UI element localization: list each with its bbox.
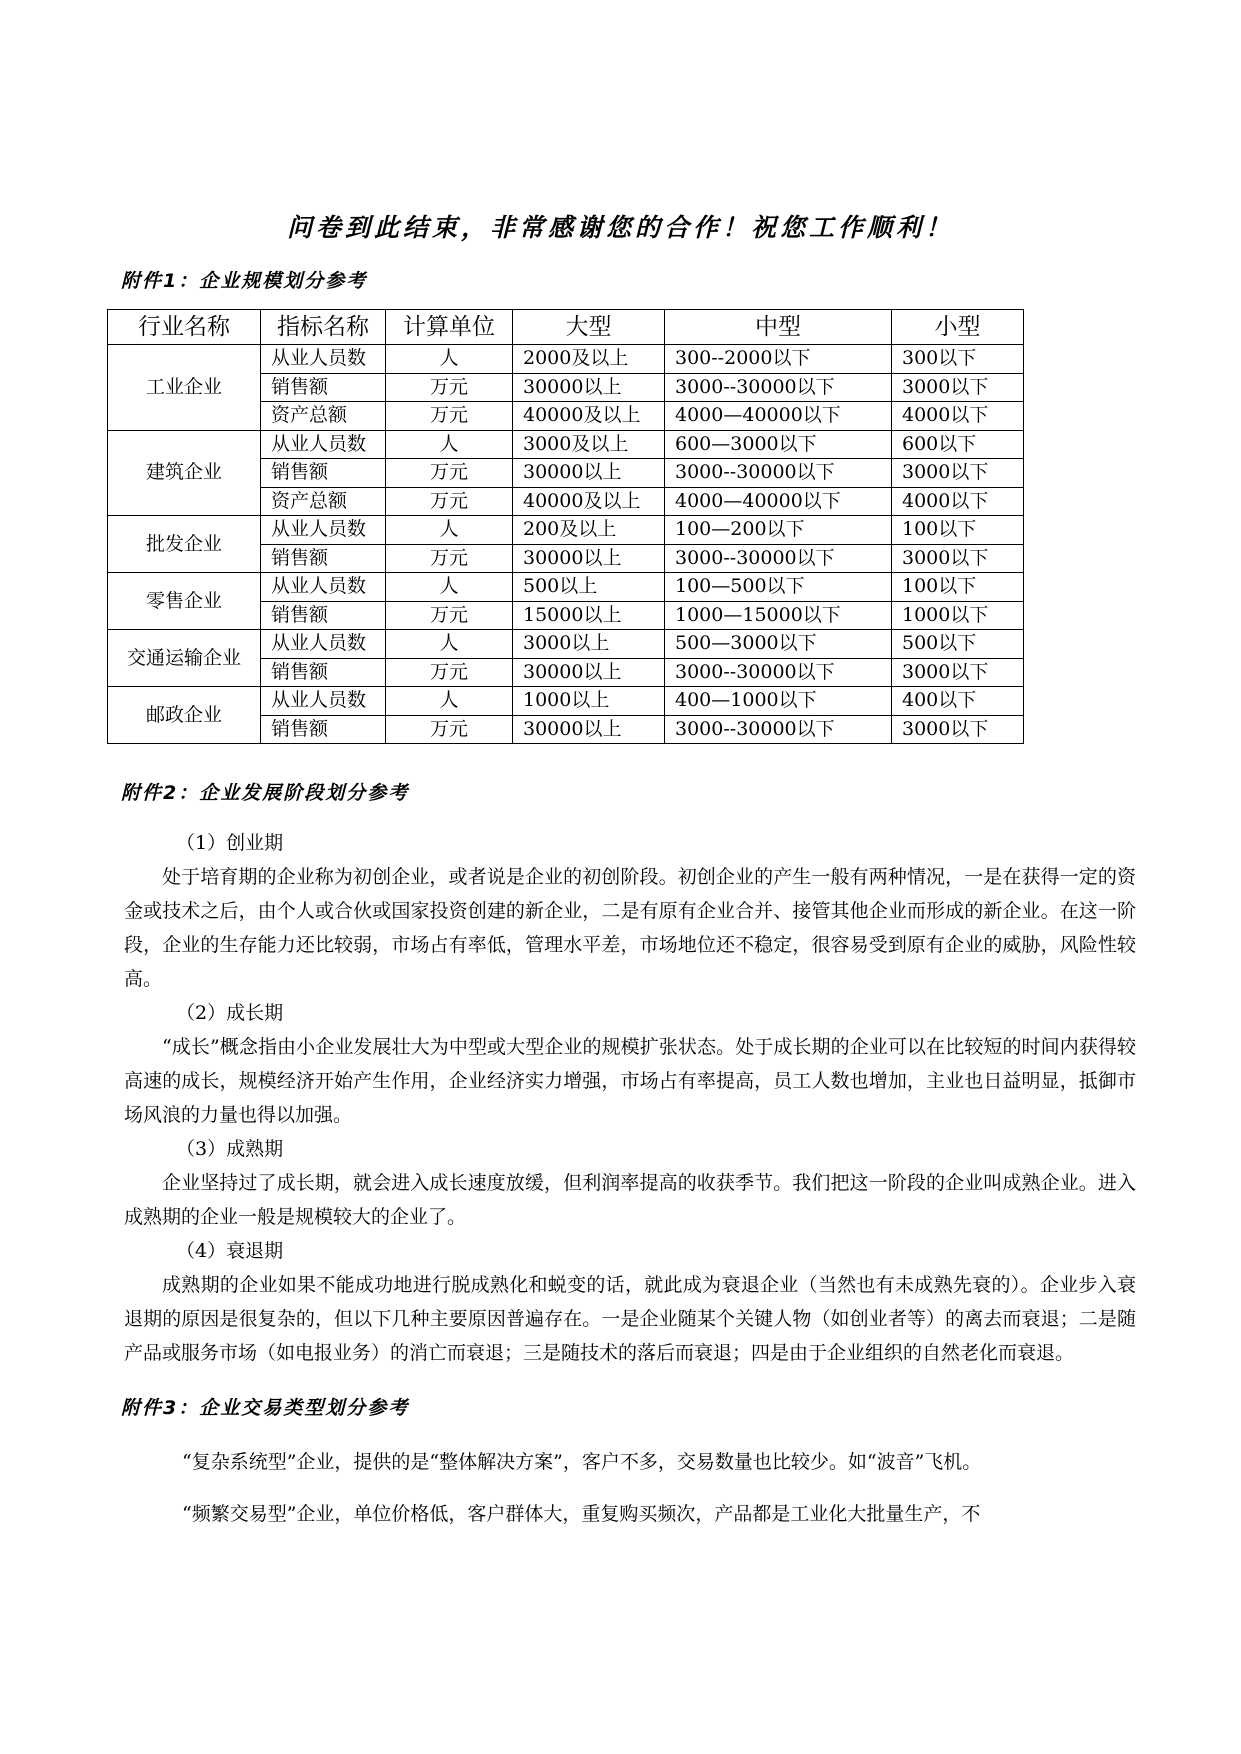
medium-cell: 500—3000以下: [665, 630, 892, 659]
unit-cell: 人: [386, 430, 513, 459]
header-small: 小型: [892, 310, 1024, 345]
table-row: [108, 430, 1024, 459]
appendix1-title: 附件1：企业规模划分参考: [121, 270, 368, 292]
indicator-cell: 销售额: [261, 544, 386, 573]
small-cell: 3000以下: [892, 459, 1024, 488]
header-industry: 行业名称: [108, 310, 261, 345]
stage-description: 处于培育期的企业称为初创企业，或者说是企业的初创阶段。初创企业的产生一般有两种情况，一是在获得一定的资金或技术之后，由个人或合伙或国家投资创建的新企业，二是有原有企业合并、接管其他企业而形成的新企业。在这一阶段，企业的生存能力还比较弱，市场占有率低，管理水平差，市场地位还不稳定，很容易受到原有企业的威胁，风险性较高。: [124, 866, 1136, 990]
appendix2-title: 附件2：企业发展阶段划分参考: [121, 782, 410, 804]
medium-cell: 3000--30000以下: [665, 544, 892, 573]
medium-cell: 3000--30000以下: [665, 459, 892, 488]
stage-description: “成长”概念指由小企业发展壮大为中型或大型企业的规模扩张状态。处于成长期的企业可以在比较短的时间内获得较高速的成长，规模经济开始产生作用，企业经济实力增强，市场占有率提高，员工人数也增加，主业也日益明显，抵御市场风浪的力量也得以加强。: [124, 1036, 1136, 1126]
large-cell: 30000以上: [513, 658, 665, 687]
appendix3-title: 附件3：企业交易类型划分参考: [121, 1397, 410, 1419]
large-cell: 3000及以上: [513, 430, 665, 459]
indicator-cell: 从业人员数: [261, 573, 386, 602]
large-cell: 15000以上: [513, 601, 665, 630]
small-cell: 400以下: [892, 687, 1024, 716]
stage-label: （3）成熟期: [176, 1138, 284, 1160]
industry-cell: 邮政企业: [108, 687, 261, 744]
stage-label: （4）衰退期: [176, 1240, 284, 1262]
small-cell: 3000以下: [892, 544, 1024, 573]
stage-label: （1）创业期: [176, 832, 284, 854]
medium-cell: 4000—40000以下: [665, 402, 892, 431]
small-cell: 500以下: [892, 630, 1024, 659]
table-row: [108, 687, 1024, 716]
unit-cell: 人: [386, 573, 513, 602]
small-cell: 4000以下: [892, 487, 1024, 516]
table-header-row: [108, 310, 1024, 345]
small-cell: 600以下: [892, 430, 1024, 459]
medium-cell: 100—500以下: [665, 573, 892, 602]
table-row: [108, 516, 1024, 545]
small-cell: 100以下: [892, 516, 1024, 545]
table-row: [108, 345, 1024, 374]
unit-cell: 人: [386, 516, 513, 545]
closing-message: 问卷到此结束，非常感谢您的合作！祝您工作顺利！: [286, 213, 954, 242]
medium-cell: 3000--30000以下: [665, 658, 892, 687]
indicator-cell: 资产总额: [261, 402, 386, 431]
large-cell: 40000及以上: [513, 487, 665, 516]
header-indicator: 指标名称: [261, 310, 386, 345]
development-stages: [124, 826, 1136, 1370]
medium-cell: 3000--30000以下: [665, 373, 892, 402]
medium-cell: 600—3000以下: [665, 430, 892, 459]
unit-cell: 万元: [386, 544, 513, 573]
indicator-cell: 资产总额: [261, 487, 386, 516]
medium-cell: 400—1000以下: [665, 687, 892, 716]
header-large: 大型: [513, 310, 665, 345]
table-row: [108, 573, 1024, 602]
small-cell: 100以下: [892, 573, 1024, 602]
medium-cell: 4000—40000以下: [665, 487, 892, 516]
indicator-cell: 从业人员数: [261, 630, 386, 659]
indicator-cell: 销售额: [261, 715, 386, 744]
trade-types: [124, 1436, 1136, 1540]
unit-cell: 万元: [386, 601, 513, 630]
stage-description: 成熟期的企业如果不能成功地进行脱成熟化和蜕变的话，就此成为衰退企业（当然也有未成熟先衰的）。企业步入衰退期的原因是很复杂的，但以下几种主要原因普遍存在。一是企业随某个关键人物（如创业者等）的离去而衰退；二是随产品或服务市场（如电报业务）的消亡而衰退；三是随技术的落后而衰退；四是由于企业组织的自然老化而衰退。: [124, 1274, 1136, 1364]
enterprise-scale-table: [107, 309, 1024, 744]
unit-cell: 万元: [386, 373, 513, 402]
industry-cell: 交通运输企业: [108, 630, 261, 687]
unit-cell: 人: [386, 630, 513, 659]
indicator-cell: 销售额: [261, 601, 386, 630]
unit-cell: 万元: [386, 487, 513, 516]
stage-description: 企业坚持过了成长期，就会进入成长速度放缓，但利润率提高的收获季节。我们把这一阶段的企业叫成熟企业。进入成熟期的企业一般是规模较大的企业了。: [124, 1172, 1136, 1228]
medium-cell: 100—200以下: [665, 516, 892, 545]
indicator-cell: 从业人员数: [261, 430, 386, 459]
trade-paragraph: “复杂系统型”企业，提供的是“整体解决方案”，客户不多，交易数量也比较少。如“波音”飞机。: [182, 1451, 982, 1473]
large-cell: 30000以上: [513, 459, 665, 488]
small-cell: 300以下: [892, 345, 1024, 374]
large-cell: 30000以上: [513, 373, 665, 402]
table-row: [108, 630, 1024, 659]
small-cell: 3000以下: [892, 658, 1024, 687]
unit-cell: 万元: [386, 658, 513, 687]
unit-cell: 万元: [386, 402, 513, 431]
medium-cell: 300--2000以下: [665, 345, 892, 374]
small-cell: 4000以下: [892, 402, 1024, 431]
industry-cell: 零售企业: [108, 573, 261, 630]
large-cell: 30000以上: [513, 544, 665, 573]
industry-cell: 批发企业: [108, 516, 261, 573]
large-cell: 3000以上: [513, 630, 665, 659]
large-cell: 1000以上: [513, 687, 665, 716]
indicator-cell: 销售额: [261, 373, 386, 402]
small-cell: 3000以下: [892, 373, 1024, 402]
medium-cell: 1000—15000以下: [665, 601, 892, 630]
indicator-cell: 从业人员数: [261, 516, 386, 545]
large-cell: 200及以上: [513, 516, 665, 545]
trade-paragraph: “频繁交易型”企业，单位价格低，客户群体大，重复购买频次，产品都是工业化大批量生产，不: [182, 1503, 981, 1525]
large-cell: 2000及以上: [513, 345, 665, 374]
header-medium: 中型: [665, 310, 892, 345]
table-body: [108, 345, 1024, 744]
small-cell: 1000以下: [892, 601, 1024, 630]
medium-cell: 3000--30000以下: [665, 715, 892, 744]
unit-cell: 万元: [386, 715, 513, 744]
large-cell: 500以上: [513, 573, 665, 602]
indicator-cell: 销售额: [261, 658, 386, 687]
indicator-cell: 销售额: [261, 459, 386, 488]
stage-label: （2）成长期: [176, 1002, 284, 1024]
industry-cell: 建筑企业: [108, 430, 261, 516]
large-cell: 30000以上: [513, 715, 665, 744]
indicator-cell: 从业人员数: [261, 687, 386, 716]
indicator-cell: 从业人员数: [261, 345, 386, 374]
unit-cell: 人: [386, 687, 513, 716]
large-cell: 40000及以上: [513, 402, 665, 431]
unit-cell: 人: [386, 345, 513, 374]
industry-cell: 工业企业: [108, 345, 261, 431]
header-unit: 计算单位: [386, 310, 513, 345]
small-cell: 3000以下: [892, 715, 1024, 744]
unit-cell: 万元: [386, 459, 513, 488]
